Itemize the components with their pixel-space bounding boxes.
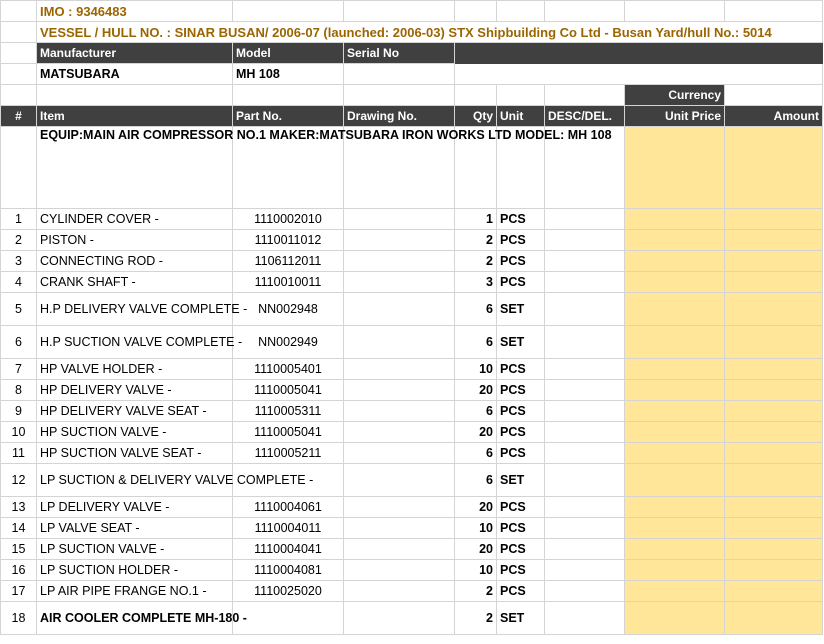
drawing-number[interactable]	[344, 581, 455, 602]
quantity[interactable]: 3	[455, 272, 497, 293]
part-number[interactable]: 1110005041	[233, 422, 344, 443]
equip-description-row	[1, 127, 823, 209]
row-number[interactable]: 3	[1, 251, 37, 272]
row-number[interactable]: 13	[1, 497, 37, 518]
unit[interactable]: PCS	[497, 518, 545, 539]
item-name[interactable]: HP VALVE HOLDER -	[37, 359, 233, 380]
row-number[interactable]: 12	[1, 464, 37, 497]
col-unit-price-header[interactable]: Unit Price	[625, 106, 725, 127]
unit[interactable]: PCS	[497, 251, 545, 272]
drawing-number[interactable]	[344, 272, 455, 293]
unit[interactable]: SET	[497, 293, 545, 326]
drawing-number[interactable]	[344, 230, 455, 251]
table-row	[1, 293, 823, 326]
quantity[interactable]: 10	[455, 359, 497, 380]
table-row	[1, 380, 823, 401]
serial-header[interactable]: Serial No	[344, 43, 455, 64]
amount-cell[interactable]	[725, 293, 823, 326]
amount-cell[interactable]	[725, 359, 823, 380]
quantity[interactable]: 2	[455, 230, 497, 251]
row-number[interactable]: 6	[1, 326, 37, 359]
quantity[interactable]: 20	[455, 539, 497, 560]
imo-row	[1, 1, 823, 22]
desc-del[interactable]	[545, 602, 625, 635]
drawing-number[interactable]	[344, 560, 455, 581]
unit[interactable]: PCS	[497, 422, 545, 443]
serial-value[interactable]	[344, 64, 455, 85]
amount-cell[interactable]	[725, 230, 823, 251]
unit-price-cell[interactable]	[625, 209, 725, 230]
part-number[interactable]: NN002949	[233, 326, 344, 359]
unit[interactable]: PCS	[497, 359, 545, 380]
desc-del[interactable]	[545, 497, 625, 518]
table-row	[1, 581, 823, 602]
manufacturer-value[interactable]: MATSUBARA	[37, 64, 233, 85]
unit[interactable]: PCS	[497, 272, 545, 293]
unit-price-cell[interactable]	[625, 359, 725, 380]
table-row	[1, 602, 823, 635]
amount-cell[interactable]	[725, 422, 823, 443]
manufacturer-header[interactable]: Manufacturer	[37, 43, 233, 64]
model-value[interactable]: MH 108	[233, 64, 344, 85]
desc-del[interactable]	[545, 359, 625, 380]
row-number[interactable]: 1	[1, 209, 37, 230]
table-row	[1, 560, 823, 581]
part-number[interactable]: 1110005311	[233, 401, 344, 422]
drawing-number[interactable]	[344, 326, 455, 359]
vessel-label[interactable]: VESSEL / HULL NO. : SINAR BUSAN/ 2006-07 (launched: 2006-03) STX Shipbuilding Co Ltd - Busan Yard/hull No.: 5014	[37, 22, 823, 43]
row-number[interactable]: 9	[1, 401, 37, 422]
unit[interactable]: PCS	[497, 401, 545, 422]
item-name[interactable]: LP SUCTION & DELIVERY VALVE COMPLETE -	[37, 464, 233, 497]
unit[interactable]: PCS	[497, 581, 545, 602]
unit[interactable]: PCS	[497, 380, 545, 401]
equipment-header-row	[1, 43, 823, 64]
currency-header[interactable]: Currency	[625, 85, 725, 106]
item-name[interactable]: HP DELIVERY VALVE SEAT -	[37, 401, 233, 422]
item-name[interactable]: CONNECTING ROD -	[37, 251, 233, 272]
item-rows	[1, 209, 823, 635]
amount-cell[interactable]	[725, 464, 823, 497]
cell-a1[interactable]	[1, 1, 37, 22]
part-number[interactable]: 1110025020	[233, 581, 344, 602]
sheet-body	[1, 1, 823, 209]
item-name[interactable]: HP DELIVERY VALVE -	[37, 380, 233, 401]
table-row	[1, 401, 823, 422]
quantity[interactable]: 2	[455, 251, 497, 272]
desc-del[interactable]	[545, 209, 625, 230]
table-row	[1, 209, 823, 230]
column-header-row	[1, 106, 823, 127]
drawing-number[interactable]	[344, 380, 455, 401]
unit[interactable]: PCS	[497, 443, 545, 464]
drawing-number[interactable]	[344, 539, 455, 560]
item-name[interactable]: PISTON -	[37, 230, 233, 251]
row-number[interactable]: 15	[1, 539, 37, 560]
drawing-number[interactable]	[344, 443, 455, 464]
desc-del[interactable]	[545, 380, 625, 401]
quantity[interactable]: 10	[455, 560, 497, 581]
table-row	[1, 251, 823, 272]
amount-cell[interactable]	[725, 380, 823, 401]
item-name[interactable]: H.P SUCTION VALVE COMPLETE -	[37, 326, 233, 359]
table-row	[1, 230, 823, 251]
unit-price-cell[interactable]	[625, 401, 725, 422]
unit-price-cell[interactable]	[625, 293, 725, 326]
quantity[interactable]: 1	[455, 209, 497, 230]
quantity[interactable]: 20	[455, 497, 497, 518]
item-name[interactable]: HP SUCTION VALVE SEAT -	[37, 443, 233, 464]
item-name[interactable]: LP SUCTION VALVE -	[37, 539, 233, 560]
amount-cell[interactable]	[725, 401, 823, 422]
col-qty-header[interactable]: Qty	[455, 106, 497, 127]
part-number[interactable]: 1110002010	[233, 209, 344, 230]
quantity[interactable]: 10	[455, 518, 497, 539]
currency-row	[1, 85, 823, 106]
drawing-number[interactable]	[344, 401, 455, 422]
row-number[interactable]: 7	[1, 359, 37, 380]
table-row	[1, 326, 823, 359]
part-number[interactable]: 1110004041	[233, 539, 344, 560]
part-number[interactable]: 1110004081	[233, 560, 344, 581]
desc-del[interactable]	[545, 293, 625, 326]
desc-del[interactable]	[545, 422, 625, 443]
quantity[interactable]: 20	[455, 380, 497, 401]
desc-del[interactable]	[545, 230, 625, 251]
table-row	[1, 497, 823, 518]
amount-cell[interactable]	[725, 560, 823, 581]
unit-price-cell[interactable]	[625, 127, 725, 209]
unit-price-cell[interactable]	[625, 464, 725, 497]
col-drawing-header[interactable]: Drawing No.	[344, 106, 455, 127]
unit[interactable]: PCS	[497, 560, 545, 581]
unit-price-cell[interactable]	[625, 539, 725, 560]
unit-price-cell[interactable]	[625, 380, 725, 401]
amount-cell[interactable]	[725, 602, 823, 635]
desc-del[interactable]	[545, 251, 625, 272]
unit-price-cell[interactable]	[625, 497, 725, 518]
unit[interactable]: PCS	[497, 539, 545, 560]
equipment-values-row	[1, 64, 823, 85]
row-number[interactable]: 18	[1, 602, 37, 635]
quantity[interactable]: 20	[455, 422, 497, 443]
row-number[interactable]: 8	[1, 380, 37, 401]
col-unit-header[interactable]: Unit	[497, 106, 545, 127]
amount-cell[interactable]	[725, 497, 823, 518]
table-row	[1, 272, 823, 293]
imo-label[interactable]: IMO : 9346483	[37, 1, 233, 22]
table-row	[1, 464, 823, 497]
desc-del[interactable]	[545, 560, 625, 581]
unit-price-cell[interactable]	[625, 581, 725, 602]
item-name[interactable]: H.P DELIVERY VALVE COMPLETE -	[37, 293, 233, 326]
drawing-number[interactable]	[344, 602, 455, 635]
table-row	[1, 539, 823, 560]
row-number[interactable]: 11	[1, 443, 37, 464]
unit[interactable]: PCS	[497, 230, 545, 251]
item-name[interactable]: HP SUCTION VALVE -	[37, 422, 233, 443]
unit-price-cell[interactable]	[625, 251, 725, 272]
col-desc-header[interactable]: DESC/DEL.	[545, 106, 625, 127]
drawing-number[interactable]	[344, 209, 455, 230]
row-number[interactable]: 4	[1, 272, 37, 293]
amount-cell[interactable]	[725, 251, 823, 272]
table-row	[1, 518, 823, 539]
row-number[interactable]: 10	[1, 422, 37, 443]
desc-del[interactable]	[545, 539, 625, 560]
col-part-header[interactable]: Part No.	[233, 106, 344, 127]
drawing-number[interactable]	[344, 422, 455, 443]
unit-price-cell[interactable]	[625, 272, 725, 293]
desc-del[interactable]	[545, 272, 625, 293]
desc-del[interactable]	[545, 581, 625, 602]
part-number[interactable]: 1110004011	[233, 518, 344, 539]
unit[interactable]: SET	[497, 602, 545, 635]
quantity[interactable]: 6	[455, 326, 497, 359]
col-num-header[interactable]: #	[1, 106, 37, 127]
quantity[interactable]: 2	[455, 581, 497, 602]
row-number[interactable]: 14	[1, 518, 37, 539]
part-number[interactable]	[233, 602, 344, 635]
part-number[interactable]: 1110005211	[233, 443, 344, 464]
amount-cell[interactable]	[725, 272, 823, 293]
drawing-number[interactable]	[344, 251, 455, 272]
unit[interactable]: SET	[497, 326, 545, 359]
item-name[interactable]: AIR COOLER COMPLETE MH-180 -	[37, 602, 233, 635]
part-number[interactable]: 1110005041	[233, 380, 344, 401]
unit-price-cell[interactable]	[625, 560, 725, 581]
drawing-number[interactable]	[344, 359, 455, 380]
desc-del[interactable]	[545, 401, 625, 422]
row-number[interactable]: 16	[1, 560, 37, 581]
quantity[interactable]: 6	[455, 443, 497, 464]
unit-price-cell[interactable]	[625, 422, 725, 443]
desc-del[interactable]	[545, 464, 625, 497]
col-item-header[interactable]: Item	[37, 106, 233, 127]
amount-cell[interactable]	[725, 539, 823, 560]
amount-cell[interactable]	[725, 326, 823, 359]
model-header[interactable]: Model	[233, 43, 344, 64]
drawing-number[interactable]	[344, 497, 455, 518]
unit-price-cell[interactable]	[625, 230, 725, 251]
unit[interactable]: PCS	[497, 497, 545, 518]
amount-cell[interactable]	[725, 127, 823, 209]
unit-price-cell[interactable]	[625, 443, 725, 464]
item-name[interactable]: LP DELIVERY VALVE -	[37, 497, 233, 518]
drawing-number[interactable]	[344, 293, 455, 326]
part-number[interactable]: 1110004061	[233, 497, 344, 518]
unit-price-cell[interactable]	[625, 518, 725, 539]
item-name[interactable]: LP SUCTION HOLDER -	[37, 560, 233, 581]
drawing-number[interactable]	[344, 518, 455, 539]
quantity[interactable]: 6	[455, 293, 497, 326]
item-name[interactable]: CYLINDER COVER -	[37, 209, 233, 230]
unit[interactable]: SET	[497, 464, 545, 497]
equip-description[interactable]: EQUIP:MAIN AIR COMPRESSOR NO.1 MAKER:MATSUBARA IRON WORKS LTD MODEL: MH 108	[37, 127, 233, 209]
item-name[interactable]: CRANK SHAFT -	[37, 272, 233, 293]
quantity[interactable]: 6	[455, 464, 497, 497]
item-name[interactable]: LP AIR PIPE FRANGE NO.1 -	[37, 581, 233, 602]
row-number[interactable]: 5	[1, 293, 37, 326]
row-number[interactable]: 2	[1, 230, 37, 251]
unit[interactable]: PCS	[497, 209, 545, 230]
part-number[interactable]: 1110011012	[233, 230, 344, 251]
table-row	[1, 422, 823, 443]
desc-del[interactable]	[545, 518, 625, 539]
drawing-number[interactable]	[344, 464, 455, 497]
unit-price-cell[interactable]	[625, 326, 725, 359]
amount-cell[interactable]	[725, 581, 823, 602]
amount-cell[interactable]	[725, 518, 823, 539]
desc-del[interactable]	[545, 443, 625, 464]
amount-cell[interactable]	[725, 443, 823, 464]
currency-value[interactable]	[725, 85, 823, 106]
table-row	[1, 359, 823, 380]
row-number[interactable]: 17	[1, 581, 37, 602]
quantity[interactable]: 2	[455, 602, 497, 635]
part-number[interactable]: 1106112011	[233, 251, 344, 272]
table-row	[1, 443, 823, 464]
col-amount-header[interactable]: Amount	[725, 106, 823, 127]
part-number[interactable]: 1110005401	[233, 359, 344, 380]
unit-price-cell[interactable]	[625, 602, 725, 635]
part-number[interactable]: NN002948	[233, 293, 344, 326]
part-number[interactable]: 1110010011	[233, 272, 344, 293]
item-name[interactable]: LP VALVE SEAT -	[37, 518, 233, 539]
amount-cell[interactable]	[725, 209, 823, 230]
vessel-row	[1, 22, 823, 43]
quantity[interactable]: 6	[455, 401, 497, 422]
desc-del[interactable]	[545, 326, 625, 359]
